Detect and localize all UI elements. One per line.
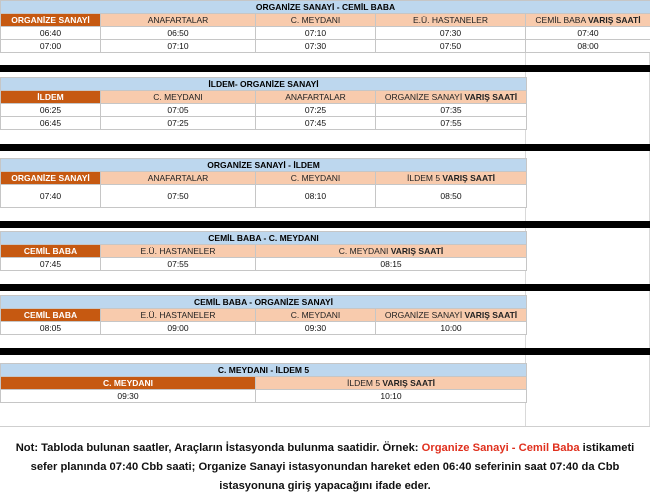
header-cell: ORGANİZE SANAYİ VARIŞ SAATİ <box>376 91 527 104</box>
time-cell: 07:35 <box>376 104 527 117</box>
time-cell: 07:40 <box>1 185 101 208</box>
header-cell: İLDEM 5 VARIŞ SAATİ <box>376 172 527 185</box>
time-cell: 07:55 <box>376 117 527 130</box>
time-cell: 10:00 <box>376 322 527 335</box>
table-title: CEMİL BABA - ORGANİZE SANAYİ <box>1 296 527 309</box>
header-cell: CEMİL BABA VARIŞ SAATİ <box>526 14 650 27</box>
table-separator <box>0 221 650 228</box>
header-cell: C. MEYDANI <box>256 14 376 27</box>
footnote-text: Not: Tabloda bulunan saatler, Araçların İstasyonda bulunma saatidir. Örnek: Organize Sanayi - Cemil Baba istikameti sefer planında 07:40 Cbb saati; Organize Sanayi istasyonundan hareket eden 06:40 seferinin saat 07:40 da Cbb istasyonuna giriş yapacağını ifade eder. <box>0 427 650 496</box>
time-cell: 07:00 <box>1 40 101 53</box>
header-cell: CEMİL BABA <box>1 309 101 322</box>
schedule-table-ildem-organize <box>0 77 527 130</box>
header-cell: E.Ü. HASTANELER <box>101 245 256 258</box>
time-cell: 07:45 <box>1 258 101 271</box>
header-cell: ANAFARTALAR <box>256 91 376 104</box>
table-separator <box>0 284 650 291</box>
header-cell: E.Ü. HASTANELER <box>376 14 526 27</box>
time-cell: 07:45 <box>256 117 376 130</box>
time-cell: 09:00 <box>101 322 256 335</box>
time-cell: 07:40 <box>526 27 650 40</box>
time-cell: 07:50 <box>376 40 526 53</box>
time-cell: 08:05 <box>1 322 101 335</box>
footnote <box>0 426 650 503</box>
time-cell: 07:10 <box>256 27 376 40</box>
header-cell: İLDEM <box>1 91 101 104</box>
header-cell: E.Ü. HASTANELER <box>101 309 256 322</box>
table-separator <box>0 348 650 355</box>
time-cell: 08:50 <box>376 185 527 208</box>
time-cell: 07:50 <box>101 185 256 208</box>
table-title: CEMİL BABA - C. MEYDANI <box>1 232 527 245</box>
table-title: ORGANİZE SANAYİ - İLDEM <box>1 159 527 172</box>
header-cell: İLDEM 5 VARIŞ SAATİ <box>256 377 527 390</box>
footnote-highlight: Organize Sanayi - Cemil Baba <box>422 442 580 454</box>
header-cell: ORGANİZE SANAYİ VARIŞ SAATİ <box>376 309 527 322</box>
schedule-table-organize-ildem <box>0 158 527 208</box>
time-cell: 07:30 <box>376 27 526 40</box>
time-cell: 06:45 <box>1 117 101 130</box>
time-cell: 06:25 <box>1 104 101 117</box>
time-cell: 08:15 <box>256 258 527 271</box>
header-cell: ANAFARTALAR <box>101 172 256 185</box>
header-cell: ANAFARTALAR <box>101 14 256 27</box>
time-cell: 09:30 <box>256 322 376 335</box>
time-cell: 06:40 <box>1 27 101 40</box>
table-title: C. MEYDANI - İLDEM 5 <box>1 364 527 377</box>
header-cell: CEMİL BABA <box>1 245 101 258</box>
schedule-table-cemilbaba-organize <box>0 295 527 335</box>
header-cell: ORGANİZE SANAYİ <box>1 14 101 27</box>
header-cell: C. MEYDANI <box>256 309 376 322</box>
header-cell: C. MEYDANI <box>1 377 256 390</box>
time-cell: 07:25 <box>256 104 376 117</box>
time-cell: 10:10 <box>256 390 527 403</box>
time-cell: 07:30 <box>256 40 376 53</box>
schedule-table-organize-cemilbaba <box>0 0 650 53</box>
time-cell: 07:25 <box>101 117 256 130</box>
table-title: ORGANİZE SANAYİ - CEMİL BABA <box>1 1 650 14</box>
header-cell: C. MEYDANI <box>256 172 376 185</box>
schedule-table-cemilbaba-cmeydani <box>0 231 527 271</box>
time-cell: 08:10 <box>256 185 376 208</box>
table-separator <box>0 144 650 151</box>
header-cell: C. MEYDANI VARIŞ SAATİ <box>256 245 527 258</box>
time-cell: 08:00 <box>526 40 650 53</box>
table-title: İLDEM- ORGANİZE SANAYİ <box>1 78 527 91</box>
time-cell: 07:05 <box>101 104 256 117</box>
time-cell: 07:10 <box>101 40 256 53</box>
time-cell: 06:50 <box>101 27 256 40</box>
schedule-table-cmeydani-ildem5 <box>0 363 527 403</box>
header-cell: ORGANİZE SANAYİ <box>1 172 101 185</box>
time-cell: 07:55 <box>101 258 256 271</box>
header-cell: C. MEYDANI <box>101 91 256 104</box>
time-cell: 09:30 <box>1 390 256 403</box>
table-separator <box>0 65 650 72</box>
